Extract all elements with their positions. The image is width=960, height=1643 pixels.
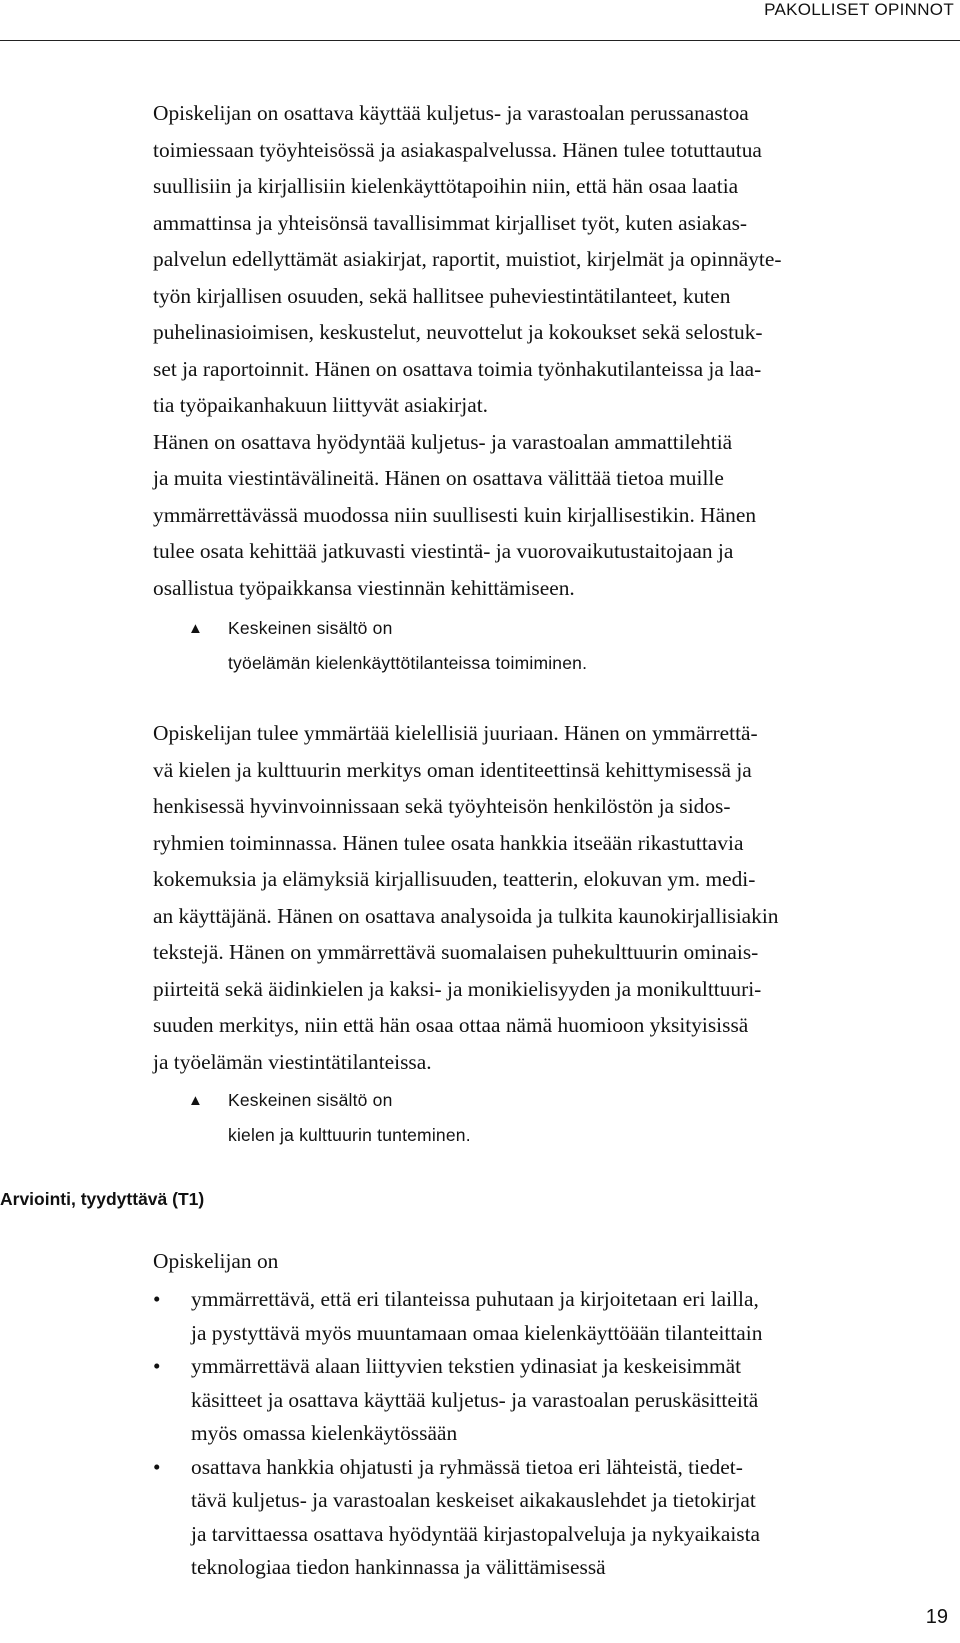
- list-item-text: ymmärrettävä, että eri tilanteissa puhutaan ja kirjoitetaan eri lailla, ja pystyttävä myös muuntamaan omaa kielenkäyttöään tilanteittain: [191, 1287, 763, 1345]
- key-content-text: kielen ja kulttuurin tunteminen.: [228, 1125, 471, 1145]
- assessment-intro: Opiskelijan on: [153, 1249, 279, 1273]
- list-item-text: ymmärrettävä alaan liittyvien tekstien ydinasiat ja keskeisimmät käsitteet ja osattava käyttää kuljetus- ja varastoalan peruskäsitteitä myös omassa kielenkäytössään: [191, 1354, 759, 1445]
- paragraph-1: Opiskelijan on osattava käyttää kuljetus- ja varastoalan perussanastoa toimiessaan työyhteisössä ja asiakaspalvelussa. Hänen tulee totuttautua suullisiin ja kirjallisiin kielenkäyttötapoihin niin, että hän osaa laatia ammattinsa ja yhteisönsä tavallisimmat kirjalliset työt, kuten asiakas- palvelun edellyttämät asiakirjat, raportit, muistiot, kirjelmät ja opinnäyte- työn kirjallisen osuuden, sekä hallitsee puheviestintätilanteet, kuten puhelinasioimisen, keskustelut, neuvottelut ja kokoukset sekä selostuk- set ja raportoinnit. Hänen on osattava toimia työnhakutilanteissa ja laa- tia työpaikanhakuun liittyvät asiakirjat. Hänen on osattava hyödyntää kuljetus- ja varastoalan ammattilehtiä ja muita viestintävälineitä. Hänen on osattava välittää tietoa muille ymmärrettävässä muodossa niin suullisesti kuin kirjallisestikin. Hänen tulee osata kehittää jatkuvasti viestintä- ja vuorovaikutustaitojaan ja osallistua työpaikkansa viestinnän kehittämiseen.: [153, 101, 782, 600]
- list-item-text: osattava hankkia ohjatusti ja ryhmässä tietoa eri lähteistä, tiedet- tävä kuljetus- ja varastoalan keskeiset aikakauslehdet ja tietokirjat ja tarvittaessa osattava hyödyntää kirjastopalveluja ja nykyaikaista teknologiaa tiedon hankinnassa ja välittämisessä: [191, 1454, 761, 1579]
- key-content-label: Keskeinen sisältö on: [228, 1090, 393, 1110]
- key-content-text: työelämän kielenkäyttötilanteissa toimiminen.: [228, 653, 588, 673]
- bullet-icon: •: [153, 1454, 161, 1479]
- bullet-icon: •: [153, 1287, 161, 1311]
- key-content-label: Keskeinen sisältö on: [228, 618, 393, 638]
- page-number: 19: [925, 1606, 948, 1628]
- assessment-list: [153, 1283, 953, 1585]
- assessment-heading: Arviointi, tyydyttävä (T1): [0, 1189, 205, 1209]
- running-head: PAKOLLISET OPINNOT: [764, 0, 954, 19]
- bullet-icon: •: [153, 1354, 161, 1378]
- list-item: [153, 1283, 953, 1350]
- triangle-icon: ▲: [188, 620, 204, 637]
- paragraph-2: Opiskelijan tulee ymmärtää kielellisiä juuriaan. Hänen on ymmärrettä- vä kielen ja kulttuurin merkitys oman identiteettinsä kehittymisessä ja henkisessä hyvinvoinnissaan sekä työyhteisön henkilöstön ja sidos- ryhmien toiminnassa. Hänen tulee osata hankkia itseään rikastuttavia kokemuksia ja elämyksiä kirjallisuuden, teatterin, elokuvan ym. medi- an käyttäjänä. Hänen on osattava analysoida ja tulkita kaunokirjallisiakin tekstejä. Hänen on ymmärrettävä suomalaisen puhekulttuurin ominais- piirteitä sekä äidinkielen ja kaksi- ja monikielisyyden ja monikulttuuri- suuden merkitys, niin että hän osaa ottaa nämä huomioon yksityisissä ja työelämän viestintätilanteissa.: [153, 721, 779, 1074]
- list-item: [153, 1350, 953, 1451]
- header-rule: [0, 40, 960, 41]
- list-item: [153, 1451, 953, 1585]
- triangle-icon: ▲: [188, 1092, 204, 1109]
